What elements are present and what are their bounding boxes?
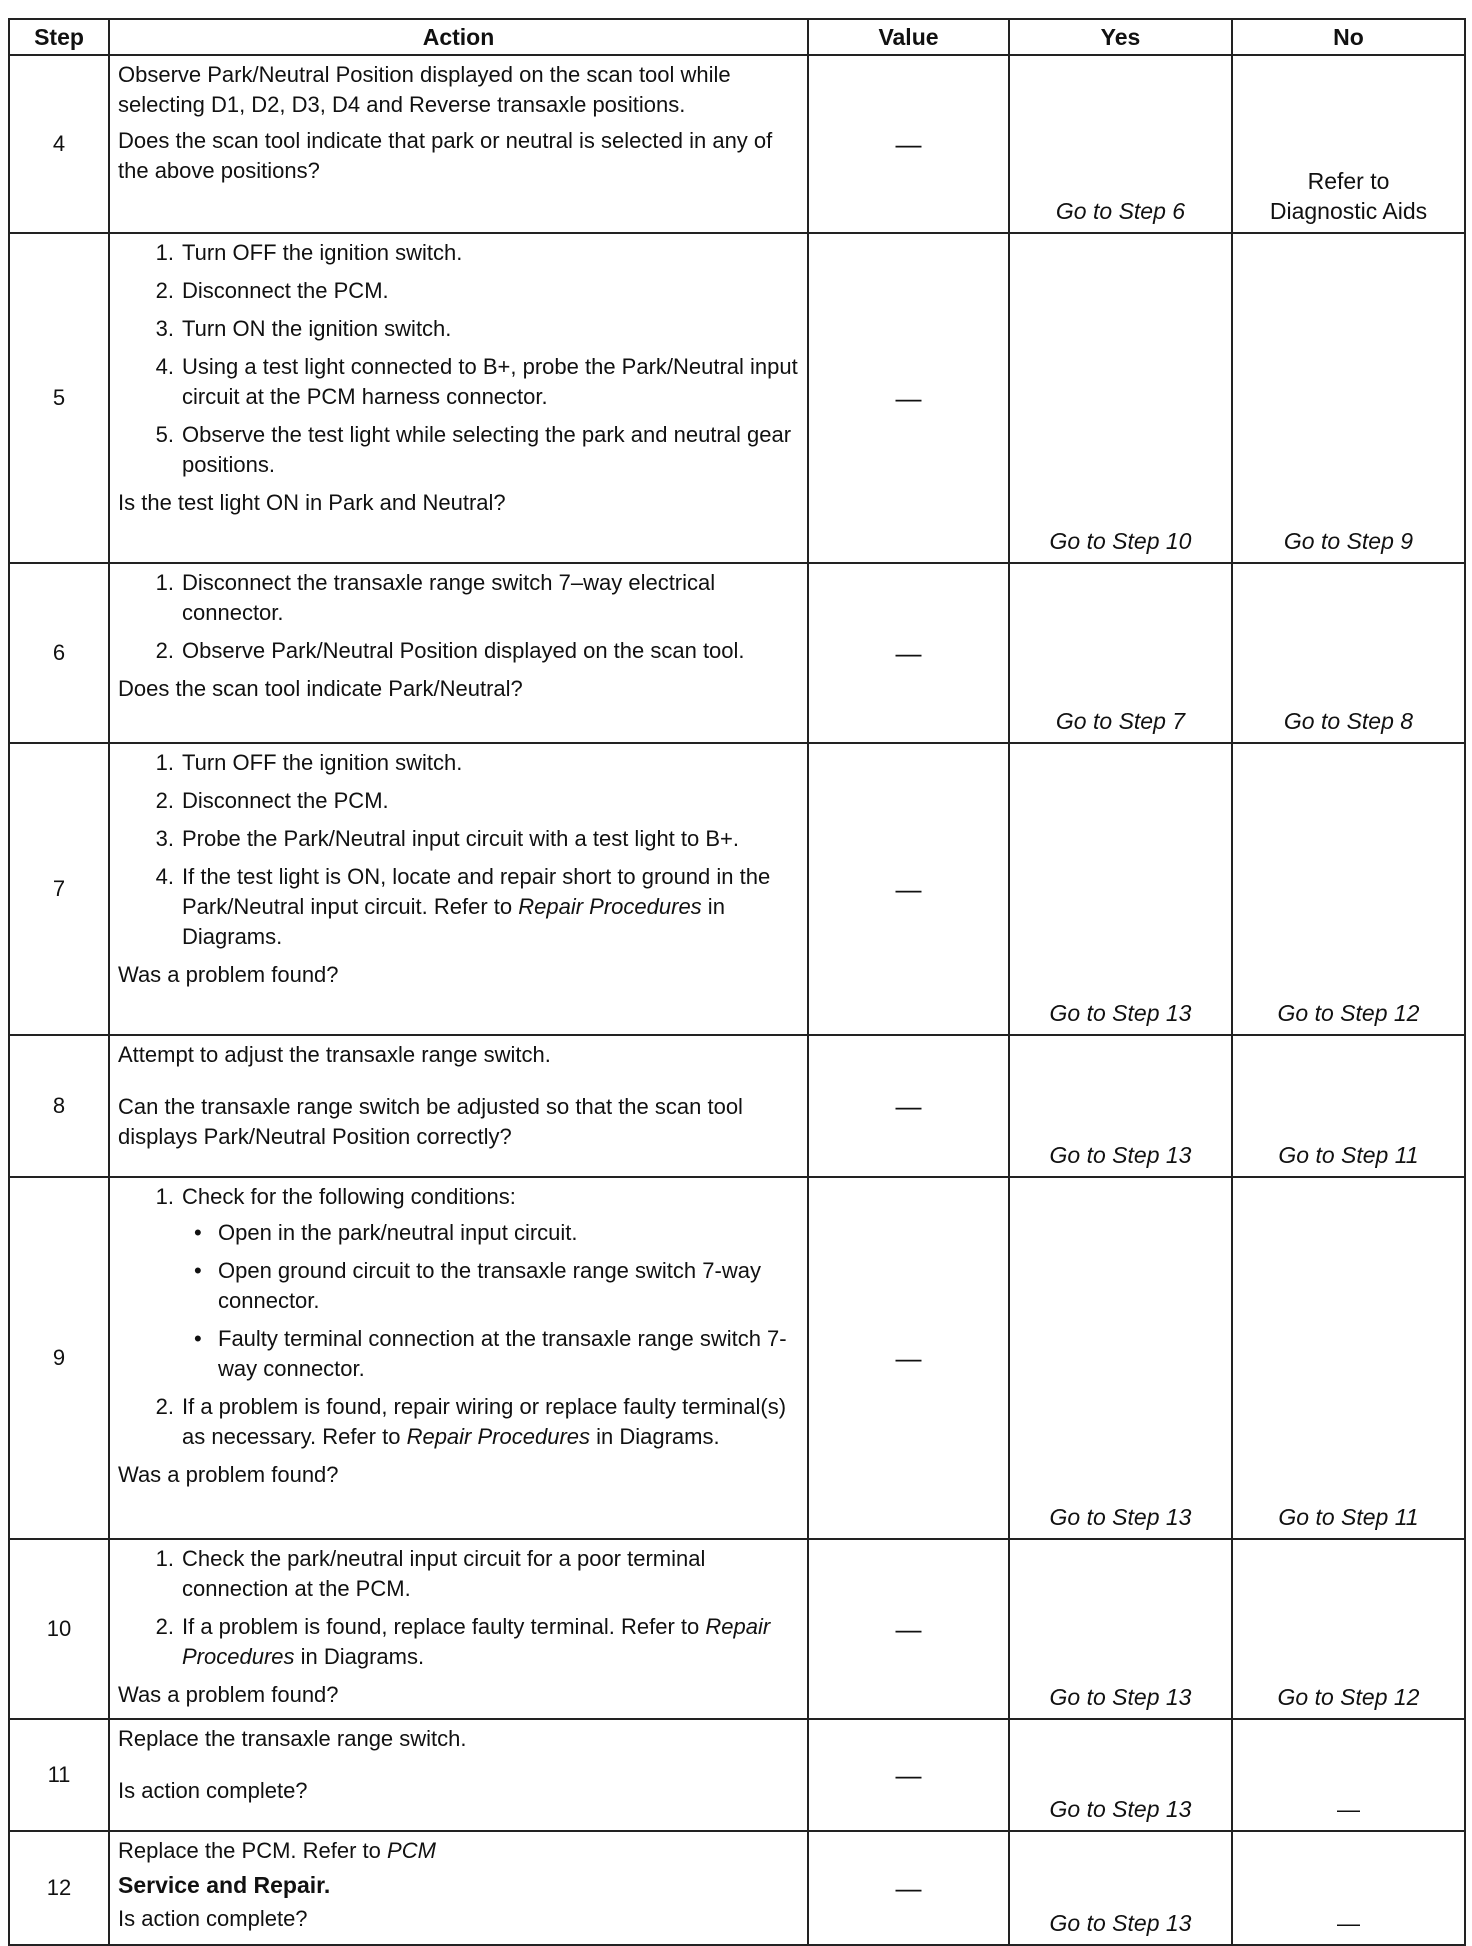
list-item: 2. If a problem is found, replace faulty terminal. Refer to Repair Procedures in Diagrams.: [155, 1614, 771, 1669]
table-row-step-9: [9, 1177, 1465, 1539]
action-question: Does the scan tool indicate Park/Neutral?: [118, 676, 523, 701]
table-row-step-10: [9, 1539, 1465, 1719]
no-cell: Go to Step 11: [1232, 1177, 1465, 1539]
yes-cell: Go to Step 13: [1009, 1177, 1232, 1539]
header-step: Step: [9, 19, 109, 55]
list-item: 1. Check for the following conditions: • Open in the park/neutral input circuit. • Open ground circuit to the transaxle range switch 7-way connector. • Faulty terminal connection at the transaxle range switch 7-way connector.: [118, 1182, 799, 1384]
action-cell: [109, 1177, 808, 1539]
repair-procedures-reference: Repair Procedures: [518, 894, 702, 919]
table-row-step-8: [9, 1035, 1465, 1177]
yes-cell: Go to Step 7: [1009, 563, 1232, 743]
header-yes: Yes: [1009, 19, 1232, 55]
action-question: Is action complete?: [118, 1906, 308, 1931]
value-cell: —: [808, 55, 1009, 233]
header-action: Action: [109, 19, 808, 55]
condition-item: • Open ground circuit to the transaxle range switch 7-way connector.: [194, 1258, 761, 1313]
action-cell: [109, 1539, 808, 1719]
yes-cell: Go to Step 6: [1009, 55, 1232, 233]
action-question: Was a problem found?: [118, 1682, 339, 1707]
action-question: Was a problem found?: [118, 1462, 339, 1487]
action-steps-list: [118, 1544, 799, 1672]
action-cell: [109, 1831, 808, 1945]
header-no: No: [1232, 19, 1465, 55]
action-text: Replace the transaxle range switch.: [118, 1726, 467, 1751]
table-row-step-11: [9, 1719, 1465, 1831]
yes-cell: Go to Step 13: [1009, 1719, 1232, 1831]
no-cell: Go to Step 11: [1232, 1035, 1465, 1177]
step-number: 11: [9, 1719, 109, 1831]
action-question: Was a problem found?: [118, 962, 339, 987]
list-item: 1. Turn OFF the ignition switch.: [155, 750, 463, 775]
action-question: Does the scan tool indicate that park or neutral is selected in any of the above positions?: [118, 128, 773, 183]
value-cell: —: [808, 1831, 1009, 1945]
action-cell: [109, 1035, 808, 1177]
value-cell: —: [808, 1035, 1009, 1177]
table-row-step-12: [9, 1831, 1465, 1945]
action-cell: [109, 743, 808, 1035]
step-number: 5: [9, 233, 109, 563]
no-cell: —: [1232, 1831, 1465, 1945]
step-number: 10: [9, 1539, 109, 1719]
action-question: Is the test light ON in Park and Neutral?: [118, 490, 506, 515]
action-cell: [109, 55, 808, 233]
yes-cell: Go to Step 13: [1009, 743, 1232, 1035]
diagnostic-table-document: [8, 18, 1464, 1946]
step-number: 4: [9, 55, 109, 233]
action-cell: [109, 563, 808, 743]
value-cell: —: [808, 1177, 1009, 1539]
no-cell: [1232, 55, 1465, 233]
list-item: 2. Disconnect the PCM.: [155, 278, 389, 303]
action-steps-list: [118, 238, 799, 480]
action-question: Can the transaxle range switch be adjusted so that the scan tool displays Park/Neutral Position correctly?: [118, 1094, 743, 1149]
conditions-list: [182, 1218, 799, 1384]
repair-procedures-reference: Repair Procedures: [182, 1614, 771, 1669]
yes-cell: Go to Step 13: [1009, 1035, 1232, 1177]
no-text-line1: Refer to: [1307, 168, 1390, 194]
yes-cell: Go to Step 13: [1009, 1539, 1232, 1719]
service-and-repair-reference: Service and Repair.: [118, 1872, 331, 1898]
list-item: 3. Turn ON the ignition switch.: [155, 316, 452, 341]
value-cell: —: [808, 233, 1009, 563]
action-text: Observe Park/Neutral Position displayed on the scan tool while selecting D1, D2, D3, D4 and Reverse transaxle positions.: [118, 62, 731, 117]
step-number: 6: [9, 563, 109, 743]
action-steps-list: [118, 568, 799, 666]
list-item: 3. Probe the Park/Neutral input circuit with a test light to B+.: [155, 826, 739, 851]
header-value: Value: [808, 19, 1009, 55]
value-cell: —: [808, 563, 1009, 743]
list-item: 2. Observe Park/Neutral Position displayed on the scan tool.: [155, 638, 745, 663]
condition-item: • Open in the park/neutral input circuit.: [194, 1220, 578, 1245]
step-number: 8: [9, 1035, 109, 1177]
action-steps-list: [118, 748, 799, 952]
list-item: 1. Turn OFF the ignition switch.: [155, 240, 463, 265]
action-text: Attempt to adjust the transaxle range switch.: [118, 1042, 551, 1067]
value-cell: —: [808, 743, 1009, 1035]
list-item: 1. Disconnect the transaxle range switch 7–way electrical connector.: [155, 570, 716, 625]
action-steps-list: [118, 1182, 799, 1452]
action-question: Is action complete?: [118, 1778, 308, 1803]
step-number: 12: [9, 1831, 109, 1945]
no-cell: Go to Step 9: [1232, 233, 1465, 563]
action-cell: [109, 233, 808, 563]
step-number: 9: [9, 1177, 109, 1539]
yes-cell: Go to Step 13: [1009, 1831, 1232, 1945]
value-cell: —: [808, 1539, 1009, 1719]
yes-cell: Go to Step 10: [1009, 233, 1232, 563]
list-item: 5. Observe the test light while selecting the park and neutral gear positions.: [155, 422, 792, 477]
no-text-line2: Diagnostic Aids: [1269, 198, 1428, 224]
list-item: 4. Using a test light connected to B+, probe the Park/Neutral input circuit at the PCM harness connector.: [155, 354, 798, 409]
condition-item: • Faulty terminal connection at the transaxle range switch 7-way connector.: [194, 1326, 787, 1381]
list-item: 2. Disconnect the PCM.: [155, 788, 389, 813]
diagnostic-steps-table: [8, 18, 1466, 1946]
table-row-step-4: [9, 55, 1465, 233]
no-cell: Go to Step 12: [1232, 1539, 1465, 1719]
action-text: Replace the PCM. Refer to PCM: [118, 1838, 436, 1863]
table-row-step-7: [9, 743, 1465, 1035]
no-cell: Go to Step 8: [1232, 563, 1465, 743]
step-number: 7: [9, 743, 109, 1035]
list-item: 2. If a problem is found, repair wiring or replace faulty terminal(s) as necessary. Refer to Repair Procedures in Diagrams.: [155, 1394, 787, 1449]
table-row-step-5: [9, 233, 1465, 563]
header-row: [9, 19, 1465, 55]
action-cell: [109, 1719, 808, 1831]
no-cell: Go to Step 12: [1232, 743, 1465, 1035]
table-row-step-6: [9, 563, 1465, 743]
repair-procedures-reference: Repair Procedures: [406, 1424, 591, 1449]
value-cell: —: [808, 1719, 1009, 1831]
list-item: 4. If the test light is ON, locate and repair short to ground in the Park/Neutral input circuit. Refer to Repair Procedures in Diagrams.: [155, 864, 771, 949]
pcm-reference: PCM: [387, 1838, 436, 1863]
no-cell: —: [1232, 1719, 1465, 1831]
list-item: 1. Check the park/neutral input circuit for a poor terminal connection at the PCM.: [155, 1546, 706, 1601]
